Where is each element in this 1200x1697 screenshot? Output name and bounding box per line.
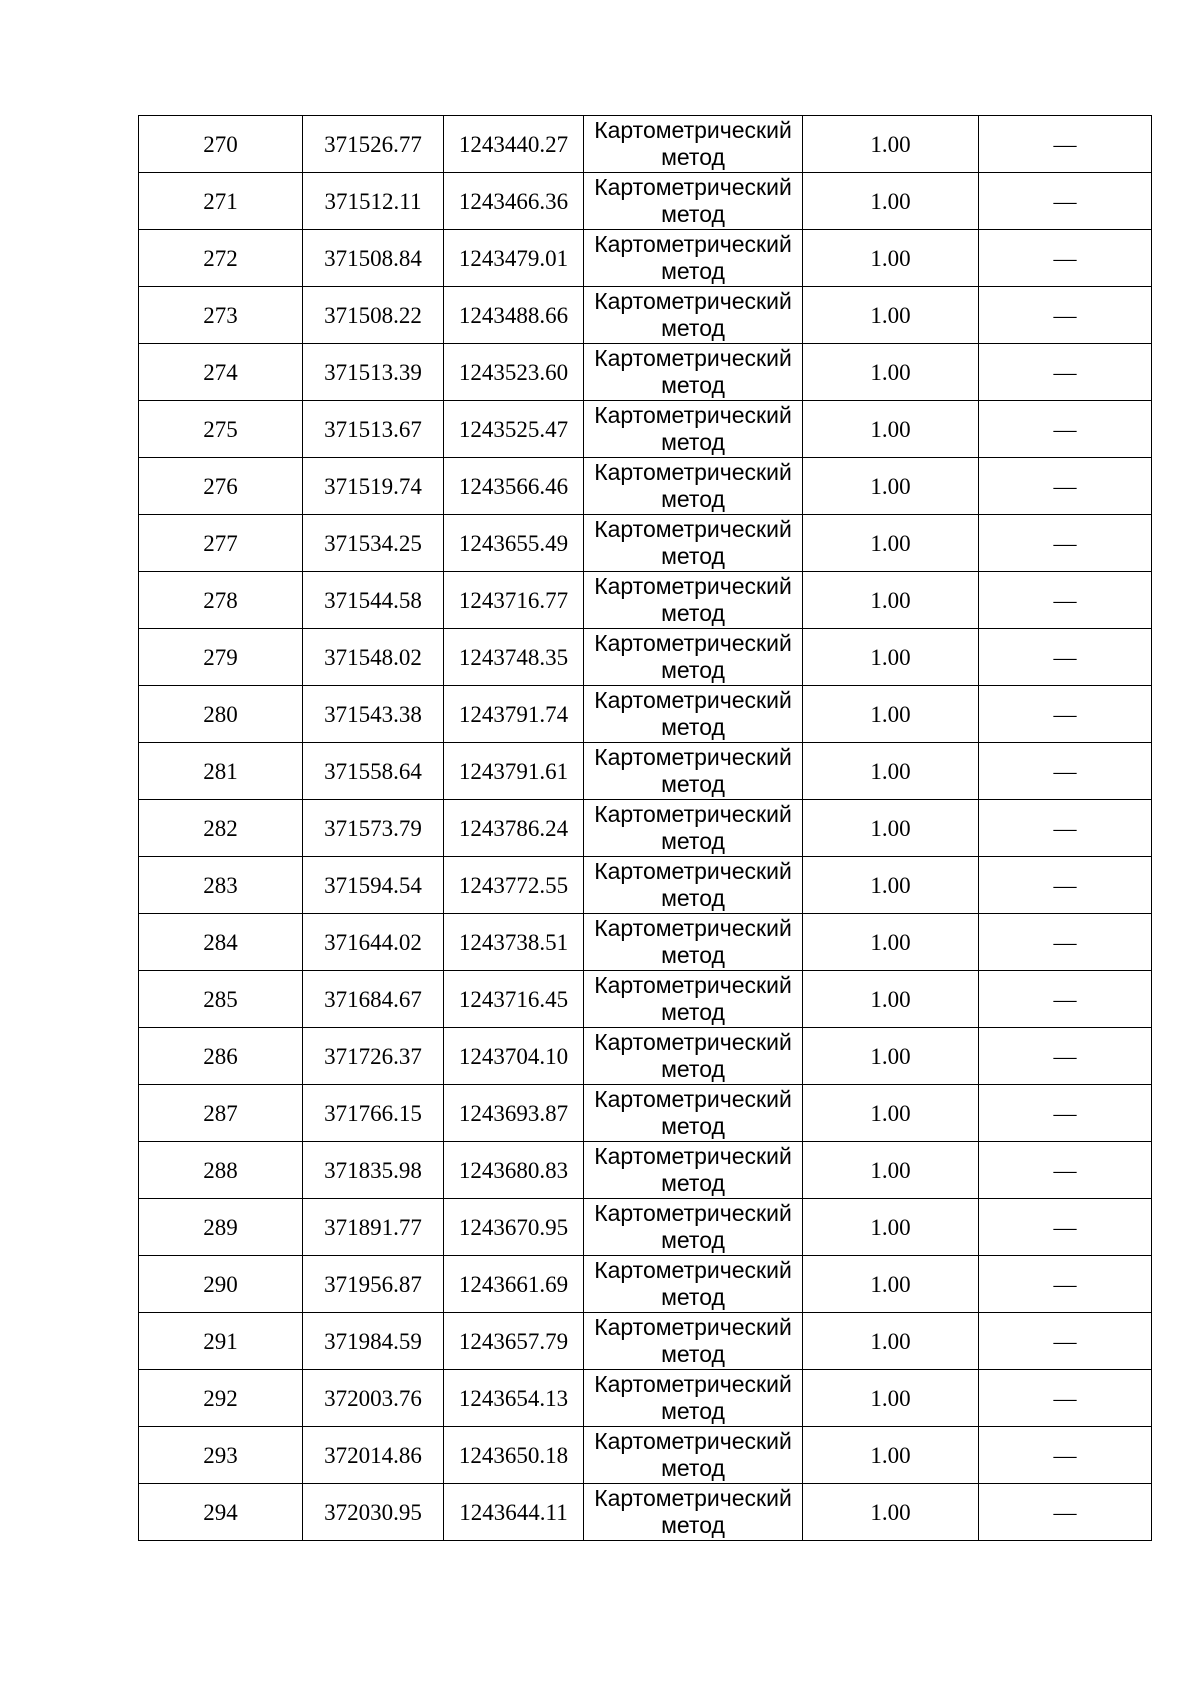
accuracy-cell: 1.00 xyxy=(803,515,979,572)
y-coordinate-cell: 1243644.11 xyxy=(444,1484,584,1541)
point-number-cell: 285 xyxy=(139,971,303,1028)
point-number-cell: 288 xyxy=(139,1142,303,1199)
method-cell xyxy=(584,1484,803,1541)
coordinates-table xyxy=(138,115,1152,1541)
accuracy-cell: 1.00 xyxy=(803,1199,979,1256)
accuracy-cell: 1.00 xyxy=(803,344,979,401)
method-label-line1: Картометрический xyxy=(594,1257,792,1283)
accuracy-cell: 1.00 xyxy=(803,1256,979,1313)
method-label-line2: метод xyxy=(661,1341,725,1367)
y-coordinate-cell: 1243748.35 xyxy=(444,629,584,686)
point-number-cell: 279 xyxy=(139,629,303,686)
description-cell: — xyxy=(979,1085,1152,1142)
method-label-line2: метод xyxy=(661,1227,725,1253)
accuracy-cell: 1.00 xyxy=(803,800,979,857)
method-cell xyxy=(584,1370,803,1427)
point-number-cell: 278 xyxy=(139,572,303,629)
point-number-cell: 292 xyxy=(139,1370,303,1427)
point-number-cell: 286 xyxy=(139,1028,303,1085)
method-label-line2: метод xyxy=(661,1056,725,1082)
method-cell xyxy=(584,971,803,1028)
method-label-line2: метод xyxy=(661,201,725,227)
table-row xyxy=(139,800,1152,857)
description-cell: — xyxy=(979,743,1152,800)
method-label-line1: Картометрический xyxy=(594,1485,792,1511)
method-cell xyxy=(584,914,803,971)
accuracy-cell: 1.00 xyxy=(803,572,979,629)
point-number-cell: 277 xyxy=(139,515,303,572)
point-number-cell: 291 xyxy=(139,1313,303,1370)
description-cell: — xyxy=(979,629,1152,686)
y-coordinate-cell: 1243791.74 xyxy=(444,686,584,743)
table-row xyxy=(139,230,1152,287)
method-label-line2: метод xyxy=(661,600,725,626)
y-coordinate-cell: 1243440.27 xyxy=(444,116,584,173)
description-cell: — xyxy=(979,173,1152,230)
method-label-line2: метод xyxy=(661,1512,725,1538)
method-cell xyxy=(584,173,803,230)
method-cell xyxy=(584,1028,803,1085)
x-coordinate-cell: 371512.11 xyxy=(303,173,444,230)
point-number-cell: 274 xyxy=(139,344,303,401)
accuracy-cell: 1.00 xyxy=(803,1484,979,1541)
x-coordinate-cell: 371519.74 xyxy=(303,458,444,515)
y-coordinate-cell: 1243657.79 xyxy=(444,1313,584,1370)
accuracy-cell: 1.00 xyxy=(803,1028,979,1085)
method-cell xyxy=(584,743,803,800)
method-label-line2: метод xyxy=(661,942,725,968)
method-cell xyxy=(584,1313,803,1370)
y-coordinate-cell: 1243479.01 xyxy=(444,230,584,287)
table-row xyxy=(139,1256,1152,1313)
description-cell: — xyxy=(979,572,1152,629)
method-label-line1: Картометрический xyxy=(594,1428,792,1454)
method-label-line2: метод xyxy=(661,372,725,398)
method-label-line2: метод xyxy=(661,1170,725,1196)
method-cell xyxy=(584,230,803,287)
method-label-line2: метод xyxy=(661,258,725,284)
method-cell xyxy=(584,1142,803,1199)
method-cell xyxy=(584,287,803,344)
method-label-line1: Картометрический xyxy=(594,1200,792,1226)
x-coordinate-cell: 371684.67 xyxy=(303,971,444,1028)
method-label-line2: метод xyxy=(661,999,725,1025)
accuracy-cell: 1.00 xyxy=(803,116,979,173)
description-cell: — xyxy=(979,914,1152,971)
accuracy-cell: 1.00 xyxy=(803,743,979,800)
description-cell: — xyxy=(979,1199,1152,1256)
method-label-line1: Картометрический xyxy=(594,801,792,827)
x-coordinate-cell: 371508.84 xyxy=(303,230,444,287)
method-label-line2: метод xyxy=(661,828,725,854)
table-row xyxy=(139,287,1152,344)
description-cell: — xyxy=(979,287,1152,344)
method-label-line1: Картометрический xyxy=(594,1314,792,1340)
method-label-line1: Картометрический xyxy=(594,174,792,200)
x-coordinate-cell: 371891.77 xyxy=(303,1199,444,1256)
x-coordinate-cell: 372030.95 xyxy=(303,1484,444,1541)
point-number-cell: 284 xyxy=(139,914,303,971)
table-row xyxy=(139,515,1152,572)
table-row xyxy=(139,686,1152,743)
point-number-cell: 273 xyxy=(139,287,303,344)
accuracy-cell: 1.00 xyxy=(803,686,979,743)
point-number-cell: 271 xyxy=(139,173,303,230)
method-label-line2: метод xyxy=(661,1284,725,1310)
table-row xyxy=(139,857,1152,914)
description-cell: — xyxy=(979,800,1152,857)
method-cell xyxy=(584,116,803,173)
accuracy-cell: 1.00 xyxy=(803,287,979,344)
table-row xyxy=(139,971,1152,1028)
description-cell: — xyxy=(979,1028,1152,1085)
table-row xyxy=(139,1427,1152,1484)
description-cell: — xyxy=(979,230,1152,287)
x-coordinate-cell: 371594.54 xyxy=(303,857,444,914)
description-cell: — xyxy=(979,1370,1152,1427)
accuracy-cell: 1.00 xyxy=(803,629,979,686)
method-label-line1: Картометрический xyxy=(594,1371,792,1397)
y-coordinate-cell: 1243680.83 xyxy=(444,1142,584,1199)
x-coordinate-cell: 371984.59 xyxy=(303,1313,444,1370)
method-label-line1: Картометрический xyxy=(594,402,792,428)
method-label-line1: Картометрический xyxy=(594,345,792,371)
method-label-line1: Картометрический xyxy=(594,231,792,257)
y-coordinate-cell: 1243661.69 xyxy=(444,1256,584,1313)
table-row xyxy=(139,344,1152,401)
y-coordinate-cell: 1243670.95 xyxy=(444,1199,584,1256)
x-coordinate-cell: 371534.25 xyxy=(303,515,444,572)
y-coordinate-cell: 1243655.49 xyxy=(444,515,584,572)
x-coordinate-cell: 371558.64 xyxy=(303,743,444,800)
x-coordinate-cell: 371548.02 xyxy=(303,629,444,686)
method-label-line1: Картометрический xyxy=(594,516,792,542)
method-label-line1: Картометрический xyxy=(594,1086,792,1112)
y-coordinate-cell: 1243704.10 xyxy=(444,1028,584,1085)
x-coordinate-cell: 371644.02 xyxy=(303,914,444,971)
method-label-line2: метод xyxy=(661,1398,725,1424)
description-cell: — xyxy=(979,1256,1152,1313)
point-number-cell: 272 xyxy=(139,230,303,287)
accuracy-cell: 1.00 xyxy=(803,230,979,287)
method-label-line2: метод xyxy=(661,657,725,683)
x-coordinate-cell: 371526.77 xyxy=(303,116,444,173)
x-coordinate-cell: 372014.86 xyxy=(303,1427,444,1484)
accuracy-cell: 1.00 xyxy=(803,1370,979,1427)
x-coordinate-cell: 371544.58 xyxy=(303,572,444,629)
accuracy-cell: 1.00 xyxy=(803,1085,979,1142)
method-label-line2: метод xyxy=(661,543,725,569)
method-label-line1: Картометрический xyxy=(594,972,792,998)
x-coordinate-cell: 371543.38 xyxy=(303,686,444,743)
method-label-line1: Картометрический xyxy=(594,117,792,143)
x-coordinate-cell: 371726.37 xyxy=(303,1028,444,1085)
coordinates-table-body xyxy=(139,116,1152,1541)
description-cell: — xyxy=(979,686,1152,743)
method-label-line1: Картометрический xyxy=(594,915,792,941)
description-cell: — xyxy=(979,458,1152,515)
y-coordinate-cell: 1243738.51 xyxy=(444,914,584,971)
method-label-line1: Картометрический xyxy=(594,573,792,599)
method-label-line2: метод xyxy=(661,1455,725,1481)
accuracy-cell: 1.00 xyxy=(803,1142,979,1199)
table-row xyxy=(139,1484,1152,1541)
x-coordinate-cell: 371835.98 xyxy=(303,1142,444,1199)
point-number-cell: 293 xyxy=(139,1427,303,1484)
x-coordinate-cell: 372003.76 xyxy=(303,1370,444,1427)
x-coordinate-cell: 371508.22 xyxy=(303,287,444,344)
y-coordinate-cell: 1243566.46 xyxy=(444,458,584,515)
y-coordinate-cell: 1243716.77 xyxy=(444,572,584,629)
accuracy-cell: 1.00 xyxy=(803,173,979,230)
y-coordinate-cell: 1243654.13 xyxy=(444,1370,584,1427)
description-cell: — xyxy=(979,515,1152,572)
method-cell xyxy=(584,1427,803,1484)
method-label-line1: Картометрический xyxy=(594,1143,792,1169)
description-cell: — xyxy=(979,1427,1152,1484)
method-label-line1: Картометрический xyxy=(594,858,792,884)
point-number-cell: 287 xyxy=(139,1085,303,1142)
method-label-line1: Картометрический xyxy=(594,1029,792,1055)
method-cell xyxy=(584,686,803,743)
table-row xyxy=(139,1313,1152,1370)
y-coordinate-cell: 1243488.66 xyxy=(444,287,584,344)
table-row xyxy=(139,743,1152,800)
method-label-line2: метод xyxy=(661,486,725,512)
accuracy-cell: 1.00 xyxy=(803,401,979,458)
method-label-line1: Картометрический xyxy=(594,744,792,770)
point-number-cell: 275 xyxy=(139,401,303,458)
point-number-cell: 294 xyxy=(139,1484,303,1541)
accuracy-cell: 1.00 xyxy=(803,1313,979,1370)
method-label-line1: Картометрический xyxy=(594,630,792,656)
point-number-cell: 289 xyxy=(139,1199,303,1256)
table-row xyxy=(139,629,1152,686)
accuracy-cell: 1.00 xyxy=(803,1427,979,1484)
accuracy-cell: 1.00 xyxy=(803,914,979,971)
method-cell xyxy=(584,344,803,401)
method-label-line2: метод xyxy=(661,771,725,797)
table-row xyxy=(139,401,1152,458)
description-cell: — xyxy=(979,401,1152,458)
method-label-line2: метод xyxy=(661,1113,725,1139)
table-row xyxy=(139,116,1152,173)
y-coordinate-cell: 1243716.45 xyxy=(444,971,584,1028)
point-number-cell: 276 xyxy=(139,458,303,515)
table-row xyxy=(139,1028,1152,1085)
description-cell: — xyxy=(979,857,1152,914)
method-cell xyxy=(584,572,803,629)
point-number-cell: 282 xyxy=(139,800,303,857)
point-number-cell: 270 xyxy=(139,116,303,173)
accuracy-cell: 1.00 xyxy=(803,971,979,1028)
y-coordinate-cell: 1243650.18 xyxy=(444,1427,584,1484)
point-number-cell: 283 xyxy=(139,857,303,914)
method-label-line2: метод xyxy=(661,429,725,455)
method-cell xyxy=(584,857,803,914)
method-cell xyxy=(584,1256,803,1313)
method-cell xyxy=(584,629,803,686)
description-cell: — xyxy=(979,344,1152,401)
table-row xyxy=(139,1199,1152,1256)
description-cell: — xyxy=(979,1142,1152,1199)
description-cell: — xyxy=(979,1313,1152,1370)
table-row xyxy=(139,458,1152,515)
y-coordinate-cell: 1243786.24 xyxy=(444,800,584,857)
method-label-line1: Картометрический xyxy=(594,687,792,713)
accuracy-cell: 1.00 xyxy=(803,458,979,515)
method-cell xyxy=(584,401,803,458)
y-coordinate-cell: 1243791.61 xyxy=(444,743,584,800)
method-cell xyxy=(584,1199,803,1256)
x-coordinate-cell: 371513.67 xyxy=(303,401,444,458)
method-cell xyxy=(584,1085,803,1142)
document-page xyxy=(138,115,1151,1541)
x-coordinate-cell: 371956.87 xyxy=(303,1256,444,1313)
table-row xyxy=(139,1085,1152,1142)
description-cell: — xyxy=(979,1484,1152,1541)
method-label-line1: Картометрический xyxy=(594,459,792,485)
point-number-cell: 280 xyxy=(139,686,303,743)
table-row xyxy=(139,1142,1152,1199)
table-row xyxy=(139,1370,1152,1427)
y-coordinate-cell: 1243525.47 xyxy=(444,401,584,458)
method-label-line2: метод xyxy=(661,714,725,740)
y-coordinate-cell: 1243523.60 xyxy=(444,344,584,401)
accuracy-cell: 1.00 xyxy=(803,857,979,914)
method-label-line2: метод xyxy=(661,885,725,911)
table-row xyxy=(139,914,1152,971)
x-coordinate-cell: 371513.39 xyxy=(303,344,444,401)
method-cell xyxy=(584,515,803,572)
point-number-cell: 290 xyxy=(139,1256,303,1313)
table-row xyxy=(139,173,1152,230)
description-cell: — xyxy=(979,971,1152,1028)
y-coordinate-cell: 1243772.55 xyxy=(444,857,584,914)
y-coordinate-cell: 1243466.36 xyxy=(444,173,584,230)
method-label-line2: метод xyxy=(661,144,725,170)
method-cell xyxy=(584,458,803,515)
method-label-line2: метод xyxy=(661,315,725,341)
y-coordinate-cell: 1243693.87 xyxy=(444,1085,584,1142)
x-coordinate-cell: 371573.79 xyxy=(303,800,444,857)
table-row xyxy=(139,572,1152,629)
method-cell xyxy=(584,800,803,857)
point-number-cell: 281 xyxy=(139,743,303,800)
x-coordinate-cell: 371766.15 xyxy=(303,1085,444,1142)
description-cell: — xyxy=(979,116,1152,173)
method-label-line1: Картометрический xyxy=(594,288,792,314)
